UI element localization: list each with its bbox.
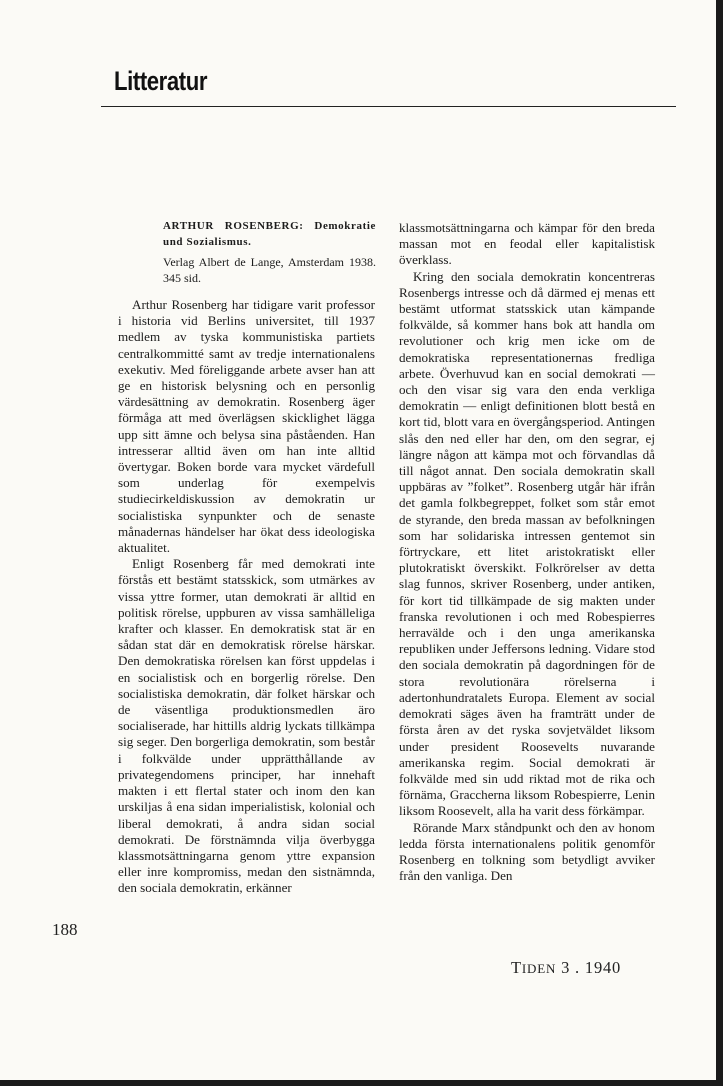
publisher-line: Verlag Albert de Lange, Amsterdam 1938. 345 sid.	[163, 255, 376, 285]
issue-journal-initial: T	[511, 958, 522, 977]
issue-number: 3 . 1940	[561, 958, 622, 977]
section-title: Litteratur	[114, 66, 208, 96]
body-paragraph: Enligt Rosenberg får med demokrati inte förstås ett bestämt statsskick, som utmärkes av vissa yttre former, utan demokrati är alltid en politisk rörelse, uppburen av vissa samhälleliga krafter och klasser. En demokratisk stat är en sådan stat där en demokratisk rörelse härskar. Den demokratiska rörelsen kan först uppdelas i en socialistisk och en borgerlig rörelse. Den socialistiska demokratin, där folket härskar och de väsentliga produktionsmedlen äro socialiserade, har hittills aldrig lyckats tillkämpa sig seger. Den borgerliga demokratin, som består i folkvälde under upprätthållande av privategendomens principer, har innehaft makten i ett flertal stater och inom den kan urskiljas å ena sidan imperialistisk, kolonial och liberal demokrati, å andra sidan social demokrati. De förstnämnda vilja överbygga klassmotsättningarna genom yttre expansion eller inre kompromiss, medan den sistnämnda, den sociala demokratin, erkänner	[118, 556, 375, 896]
page-number: 188	[52, 920, 78, 939]
body-paragraph: Rörande Marx ståndpunkt och den av honom ledda första internationalens politik genomför Rosenberg en tolkning som betydligt avviker från den vanliga. Den	[399, 819, 655, 884]
header-rule	[101, 106, 676, 107]
issue-journal-rest: IDEN	[521, 961, 557, 976]
body-paragraph: Kring den sociala demokratin koncentreras Rosenbergs intresse och då därmed ej menas ett bestämt utformat statsskick utan kämpande folkvälde, så kommer hans bok att handla om revolutioner och krig men icke om de demokratiska representationernas fredliga arbete. Överhuvud kan en social demokrati — och den visar sig vara den enda verkliga demokratin — enligt definitionen blott bestå en kort tid, blott vara en övergångsperiod. Antingen slås den ned eller har den, om den segrar, ej längre någon att kämpa mot och förvandlas då till något annat. Den sociala demokratin skall uppbäras av ”folket”. Rosenberg utgår här ifrån det gamla folkbegreppet, folket som står emot de styrande, den breda massan av befolkningen som har solidariska intressen gentemot sin förtryckare, ett litet aristokratiskt eller plutokratiskt överskikt. Folkrörelser av detta slag funnos, skriver Rosenberg, under antiken, för kort tid tillkämpade de sig makten under franska revolutionen i och med Robespierres herravälde och i den unga amerikanska republiken under Jeffersons ledning. Vidare stod den sociala demokratin på dagordningen för de stora revolutionära rörelserna i adertonhundratalets Europa. Element av social demokrati säges även ha framträtt under de första åren av det ryska sovjetväldet liksom under president Roosevelts nuvarande amerikanska regim. Social demokrati är folkvälde med sin udd riktad mot de rika och förnäma, Gracchernа liksom Robespierre, Lenin liksom Roosevelt, alla ha varit dess förkämpar.	[399, 268, 655, 819]
reference-heading: ARTHUR ROSENBERG: Demokratie und Sozialismus.	[163, 220, 376, 248]
body-paragraph: Arthur Rosenberg har tidigare varit professor i historia vid Berlins universitet, till 1937 medlem av tyska kommunistiska partiets centralkommitté samt av tredje internationalens exekutiv. Med föreliggande arbete avser han att ge en historisk belysning och en personlig värdesättning av demokratin. Rosenberg äger förmåga att med överlägsen skicklighet lägga upp sitt ämne och belysa sina påståenden. Han intresserar alltid även om han inte alltid övertygar. Boken borde vara mycket värdefull som underlag för exempelvis studiecirkeldiskussion av demokratin ur socialistiska synpunkter och de senaste månadernas händelser har ökat dess ideologiska aktualitet.	[118, 297, 375, 556]
right-column	[399, 220, 655, 884]
left-column	[118, 297, 375, 897]
body-paragraph: klassmotsättningarna och kämpar för den breda massan mot en feodal eller kapitalistisk överklass.	[399, 220, 655, 268]
issue-info	[511, 958, 621, 978]
